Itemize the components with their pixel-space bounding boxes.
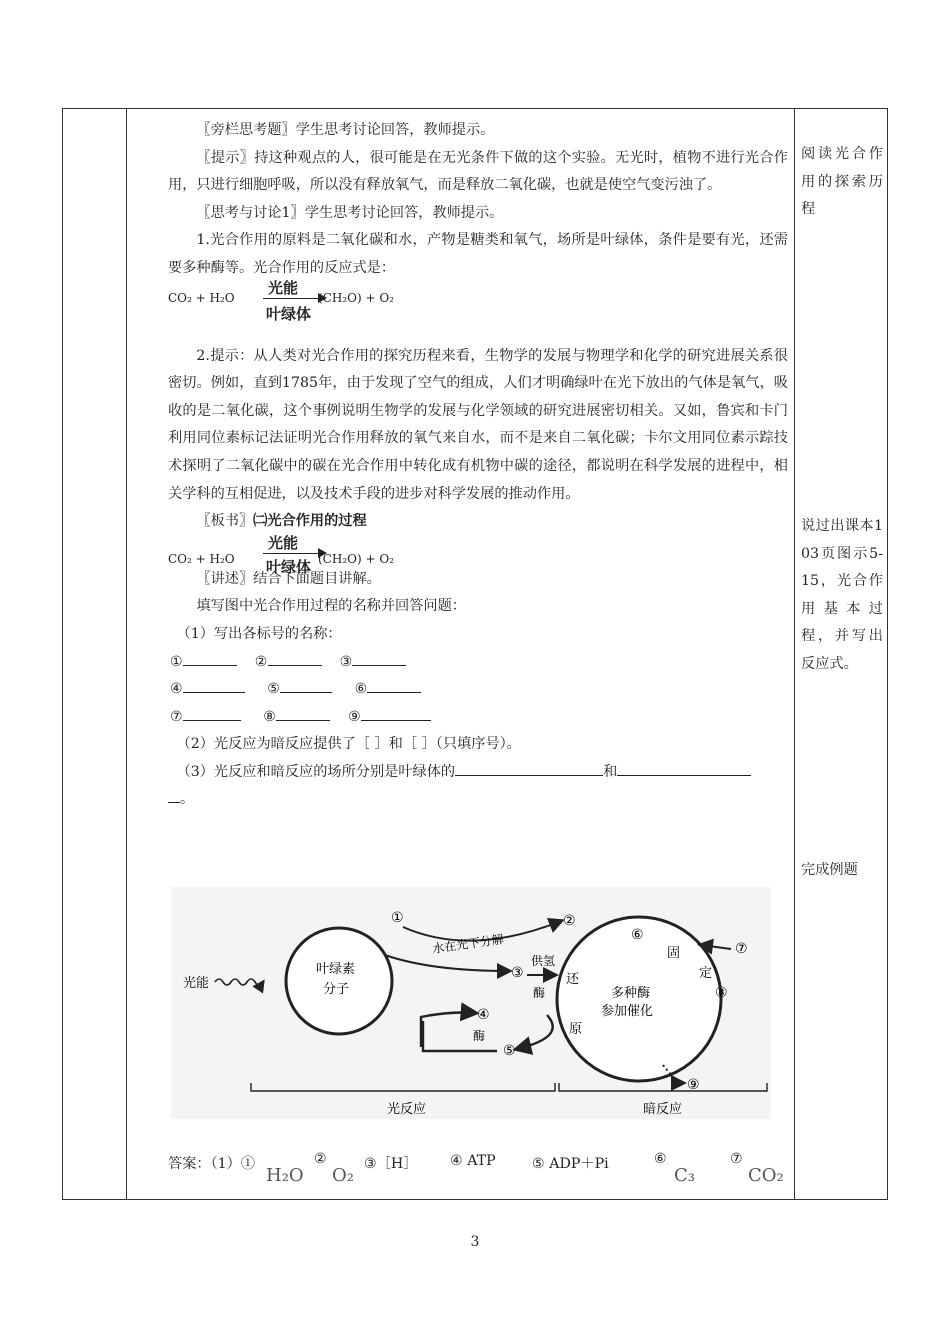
board-title: ㈡光合作用的过程 [253,513,367,530]
paragraph: 〖思考与讨论1〗学生思考讨论回答，教师提示。 [196,204,504,221]
answer-blank[interactable] [183,692,245,693]
answer-adp: ⑤ ADP＋Pi [532,1156,609,1172]
light-energy-label: 光能 [183,976,210,991]
multi-enzyme-label-2: 参加催化 [601,1004,654,1019]
answer-blank[interactable] [276,720,330,721]
num-8: ⑧ [715,985,728,1001]
paragraph: 2.提示：从人类对光合作用的探究历程来看，生物学的发展与物理学和化学的研究进展关系很密切。例如，直到1785年，由于发现了空气的组成，人们才明确绿叶在光下放出的气体是氧气，吸收的是二氧化碳，这个事例说明生物学的发展与化学领域的研究进展密切相关。又如，鲁宾和卡门利用同位素标记法证明光合作用释放的氧气来自水，而不是来自二氧化碳；卡尔文用同位素示踪技术探明了二氧化碳中的碳在光合作用中转化成有机物中碳的途径，都说明在科学发展的进程中，相关学科的互相促进，以及技术手段的进步对科学发展的推动作用。 [168,347,788,502]
answer-num-6: ⑥ [654,1151,667,1167]
blank-number: ① [170,653,183,670]
supply-hydrogen-label: 供氢 [531,954,556,968]
lesson-content [168,117,788,814]
question-3-text: （3）光反应和暗反应的场所分别是叶绿体的 [176,763,456,780]
chlorophyll-circle [286,928,392,1034]
paragraph: 〖提示〗持这种观点的人，很可能是在无光条件下做的这个实验。无光时，植物不进行光合作用，只进行细胞呼吸，所以没有释放氧气，而是释放二氧化碳，也就是使空气变污浊了。 [168,149,788,194]
answer-num-2: ② [314,1151,327,1167]
formula-condition-top: 光能 [268,533,299,552]
reduce-label-1: 还 [566,972,580,987]
answer-h2o: H₂O [266,1165,304,1186]
answer-blank[interactable] [168,802,180,803]
arrow-line [263,298,323,299]
answer-blank[interactable] [455,775,603,776]
lesson-table [62,108,888,1200]
answer-label: 答案：（1）① [168,1156,256,1172]
multi-enzyme-label-1: 多种酶 [611,986,651,1001]
reaction-formula [168,278,788,343]
formula-reactants: CO₂ + H₂O [168,290,235,305]
num-1: ① [391,910,404,926]
question-3-and: 和 [603,763,618,780]
question-1: （1）写出各标号的名称： [176,625,342,642]
question-3 [168,759,788,787]
formula-products: (CH₂O) + O₂ [318,290,394,305]
answer-c3: C₃ [674,1165,695,1186]
answer-h: ③［H］ [364,1156,418,1172]
blank-row [168,649,788,677]
formula-products: (CH₂O) + O₂ [318,551,394,566]
chlorophyll-label-2: 分子 [323,982,350,997]
num-9: ⑨ [687,1077,700,1093]
page-number: 3 [470,1234,480,1250]
blank-number: ⑨ [348,708,361,725]
column-divider-right [794,109,795,1199]
fix-label-1: 固 [667,946,681,961]
side-note-1: 阅读光合作用的探索历程 [801,146,883,218]
blank-number: ③ [339,653,353,670]
question-3-end: 。 [180,791,195,808]
answer-blank[interactable] [361,720,431,721]
enzyme-label-a: 酶 [533,986,546,1000]
formula-condition-bottom: 叶绿体 [266,304,312,323]
blank-number: ⑤ [267,681,281,698]
num-7: ⑦ [735,941,748,957]
chlorophyll-label-1: 叶绿素 [316,962,356,977]
blank-number: ④ [170,681,183,698]
answer-atp: ④ ATP [450,1153,496,1169]
paragraph [168,508,788,536]
light-reaction-label: 光反应 [387,1102,427,1117]
blank-row [168,676,788,704]
answer-blank[interactable] [280,692,332,693]
answer-blank[interactable] [268,665,322,666]
fix-label-2: 定 [699,966,713,981]
formula-reactants: CO₂ + H₂O [168,551,235,566]
paragraph: 填写图中光合作用过程的名称并回答问题： [196,598,466,615]
answer-blank[interactable] [183,720,241,721]
answer-o2: O₂ [332,1165,354,1186]
side-note-2: 说过出课本103页图示5-15，光合作用基本过程，并写出反应式。 [801,518,883,672]
num-2: ② [563,913,576,929]
column-divider-left [126,109,127,1199]
num-3: ③ [511,965,524,981]
enzyme-label-b: 酶 [473,1029,486,1043]
reduce-label-2: 原 [569,1022,583,1037]
answer-blank[interactable] [352,665,406,666]
answer-blank[interactable] [183,665,237,666]
num-4: ④ [477,1007,490,1023]
formula-condition-bottom: 叶绿体 [266,557,312,576]
paragraph: 〖讲述〗结合下面题目讲解。 [196,570,381,587]
blank-number: ② [254,653,268,670]
answer-blank[interactable] [617,775,751,776]
water-split-label: 水在光下分解 [431,932,505,956]
dark-reaction-label: 暗反应 [643,1102,683,1117]
paragraph: 1.光合作用的原料是二氧化碳和水，产物是糖类和氧气，场所是叶绿体，条件是要有光，还需要多种酶等。光合作用的反应式是： [168,232,788,276]
answer-co2: CO₂ [748,1165,784,1186]
reaction-formula-2 [168,533,788,576]
board-label: 〖板书〗 [196,513,254,530]
question-2: （2）光反应为暗反应提供了［ ］和［ ］（只填序号）。 [176,736,521,753]
blank-row [168,704,788,732]
question-3-cont [168,786,788,814]
blank-number: ⑧ [263,708,277,725]
formula-condition-top: 光能 [268,278,299,297]
paragraph: 〖旁栏思考题〗学生思考讨论回答，教师提示。 [196,122,495,138]
answer-num-7: ⑦ [730,1151,743,1167]
num-5: ⑤ [503,1043,516,1059]
photosynthesis-diagram [171,887,771,1119]
answer-blank[interactable] [367,692,421,693]
blank-number: ⑦ [170,708,183,725]
side-note-3: 完成例题 [801,862,858,878]
blank-number: ⑥ [354,681,368,698]
num-6: ⑥ [631,927,644,943]
